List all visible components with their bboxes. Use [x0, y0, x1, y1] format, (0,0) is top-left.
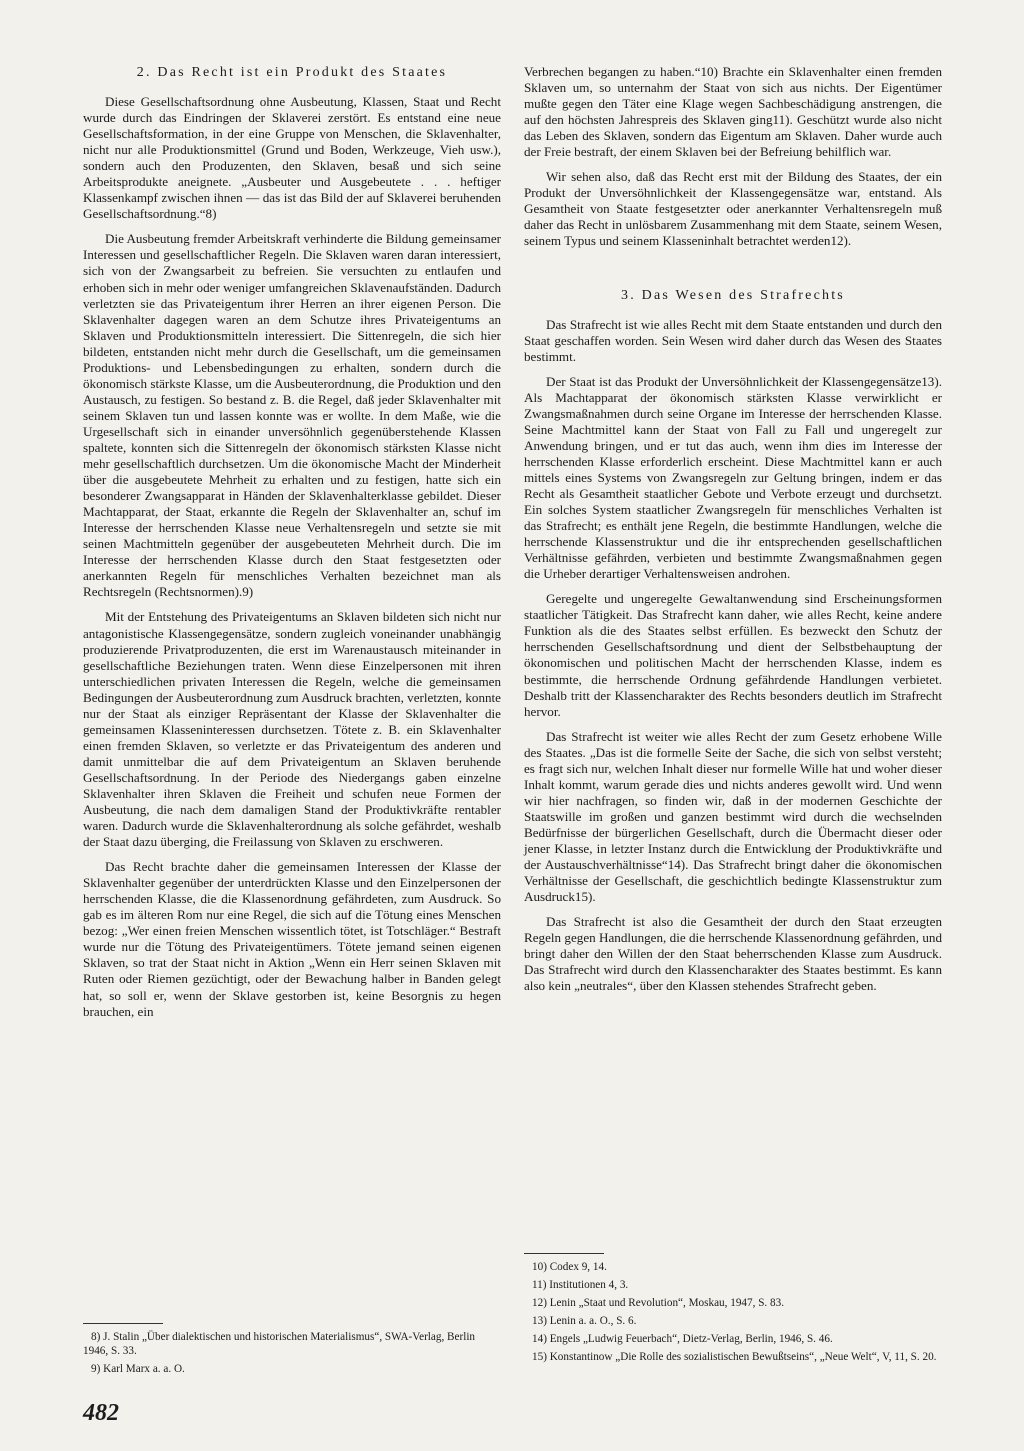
- footnote: 14) Engels „Ludwig Feuerbach“, Dietz-Verlag, Berlin, 1946, S. 46.: [532, 1333, 833, 1345]
- footnote-rule: [524, 1253, 604, 1254]
- page-number: 482: [83, 1400, 119, 1426]
- section-heading-3: 3. Das Wesen des Strafrechts: [621, 287, 845, 303]
- section-heading-2: 2. Das Recht ist ein Produkt des Staates: [136, 65, 448, 80]
- footnotes-left: [83, 1323, 501, 1380]
- paragraph: Das Strafrecht ist weiter wie alles Recht der zum Gesetz erhobene Wille des Staates. „Das ist die formelle Seite der Sache, die sich von selbst versteht; es fragt sich nur, welchen Inhalt dieser nur formelle Wille hat und woher dieser Inhalt kommt, warum gerade dies und nichts anderes gewollt wird. Und wenn wir hier nachfragen, so finden wir, daß in der modernen Geschichte der Staatswille im großen und ganzen bestimmt wird durch die wechselnden Bedürfnisse der bürgerlichen Gesellschaft, durch die Übermacht dieser oder jener Klasse, in letzter Instanz durch die Entwicklung der Produktivkräfte und der Austauschverhältnisse“14). Das Strafrecht bringt daher die ökonomischen Verhältnisse der Gesellschaft, die geschichtlich bedingte Klassenstruktur zum Ausdruck15).: [524, 728, 942, 905]
- paragraph: Diese Gesellschaftsordnung ohne Ausbeutung, Klassen, Staat und Recht wurde durch das Eindringen der Sklaverei zerstört. Es entstand eine neue Gesellschaftsformation, in der eine Gruppe von Menschen, die Sklavenhalter, nicht nur alle Produktionsmittel (Grund und Boden, Werkzeuge, Vieh usw.), sondern auch den Produzenten, den Sklaven, besaß und sich seine Arbeitsprodukte aneignete. „Ausbeuter und Ausgebeutete . . . heftiger Klassenkampf zwischen ihnen — das ist das Bild der auf Sklaverei beruhenden Gesellschaftsordnung.“8): [83, 94, 501, 222]
- footnotes-right: [524, 1253, 942, 1368]
- footnote: 11) Institutionen 4, 3.: [532, 1279, 629, 1291]
- paragraph: Das Strafrecht ist also die Gesamtheit der durch den Staat erzeugten Regeln gegen Handlungen, die die herrschende Klassenordnung gefährden, und bringt daher den Willen der den Staat beherrschenden Klasse zum Ausdruck. Das Strafrecht wird durch den Klassencharakter des Staates bestimmt. Es kann also kein „neutrales“, über den Klassen stehendes Strafrecht geben.: [524, 914, 942, 994]
- paragraph: Wir sehen also, daß das Recht erst mit der Bildung des Staates, der ein Produkt der Unversöhnlichkeit der Klassengegensätze war, entstand. Als Gesamtheit von Staate festgesetzter oder anerkannter Verhaltensregeln muß daher das Recht in unlösbarem Zusammenhang mit dem Staate, seinem Wesen, seinem Typus und seinem Klasseninhalt betrachtet werden12).: [524, 169, 942, 249]
- paragraph: Das Strafrecht ist wie alles Recht mit dem Staate entstanden und durch den Staat geschaffen worden. Sein Wesen wird daher durch das Wesen des Staates bestimmt.: [524, 316, 942, 364]
- footnote: 9) Karl Marx a. a. O.: [91, 1363, 185, 1375]
- footnote: 15) Konstantinow „Die Rolle des sozialistischen Bewußtseins“, „Neue Welt“, V, 11, S. 20.: [532, 1351, 937, 1363]
- left-column: [83, 64, 501, 1029]
- footnote-rule: [83, 1323, 163, 1324]
- paragraph: Verbrechen begangen zu haben.“10) Brachte ein Sklavenhalter einen fremden Sklaven um, so unternahm der Staat von sich aus nichts. Der Eigentümer mußte gegen den Täter eine Klage wegen Sachbeschädigung anstrengen, die auf den höchsten Jahrespreis des Sklaven ging11). Geschützt wurde also nicht das Leben des Sklaven, sondern das Eigentum am Sklaven. Daher wurde auch der Freie bestraft, der einem Sklaven bei der Befreiung behilflich war.: [524, 64, 942, 160]
- paragraph: Mit der Entstehung des Privateigentums an Sklaven bildeten sich nicht nur antagonistische Klassengegensätze, sondern zugleich voneinander unabhängig produzierende Privatproduzenten, die erst im Warenaustausch miteinander in gesellschaftliche Beziehungen traten. Wenn diese Einzelpersonen mit ihren unterschiedlichen privaten Interessen die Regeln, welche die gemeinsamen Bedingungen der Ausbeuterordnung zum Ausdruck brachten, verletzten, konnte nur der Staat als einziger Repräsentant der Klasse der Sklavenhalter die gemeinsamen Klasseninteressen durchsetzen. Tötete z. B. ein Sklavenhalter einen fremden Sklaven, so verletzte er das Privateigentum des anderen und damit unmittelbar die auf dem Privateigentum an Sklaven beruhende Gesellschaftsordnung. In der Periode des Niedergangs gaben einzelne Sklavenhalter ihren Sklaven die Freiheit und schufen neue Formen der Ausbeutung, die nach dem damaligen Stand der Produktivkräfte rentabler waren. Dadurch wurde die Sklavenhalterordnung als solche gefährdet, weshalb der Staat dazu überging, die Freilassung von Sklaven zu erschweren.: [83, 609, 501, 850]
- footnote: 10) Codex 9, 14.: [532, 1261, 607, 1273]
- paragraph: Der Staat ist das Produkt der Unversöhnlichkeit der Klassengegensätze13). Als Machtapparat der ökonomisch stärksten Klasse verwirklicht er Zwangsmaßnahmen durch seine Organe im Interesse der herrschenden Klasse. Seine Machtmittel kann der Staat von Fall zu Fall und ungeregelt zur Anwendung bringen, und er tut das auch, wenn ihm dies im Interesse der herrschenden Klasse erforderlich erscheint. Diese Machtmittel kann er auch mittels eines Systems von Zwangsregeln zur Geltung bringen, indem er das Recht als Gesamtheit staatlicher Gebote und Verbote erzeugt und durchsetzt. Ein solches System staatlicher Zwangsregeln für menschliches Verhalten ist das Strafrecht; es enthält jene Regeln, die bestimmte Handlungen, welche die herrschende Klassenstruktur und die ihr entsprechenden gesellschaftlichen Verhältnisse gefährden, verbieten und bestimmte Zwangsmaßnahmen gegen die Urheber derartiger Verhaltensweisen androhen.: [524, 373, 942, 582]
- paragraph: Das Recht brachte daher die gemeinsamen Interessen der Klasse der Sklavenhalter gegenüber der unterdrückten Klasse und den Einzelpersonen der herrschenden Klasse, die die Klassenordnung gefährdeten, zum Ausdruck. So gab es im älteren Rom nur eine Regel, die sich auf die Tötung eines Menschen bezog: „Wer einen freien Menschen wissentlich tötet, ist Totschläger.“ Bestraft wurde nur die Tötung des Privateigentümers. Tötete jemand seinen eigenen Sklaven, so trat der Staat nicht in Aktion „Wenn ein Herr seinen Sklaven mit Ruten oder Riemen gezüchtigt, oder der Bewachung halber in Banden gelegt hat, so soll er, wenn der Sklave gestorben ist, keine Besorgnis zu hegen brauchen, ein: [83, 859, 501, 1019]
- right-column: [524, 64, 942, 1003]
- footnote: 8) J. Stalin „Über dialektischen und historischen Materialismus“, SWA-Verlag, Berlin 1946, S. 33.: [83, 1331, 476, 1357]
- footnote: 12) Lenin „Staat und Revolution“, Moskau, 1947, S. 83.: [532, 1297, 785, 1309]
- section-gap: [524, 259, 942, 275]
- paragraph: Die Ausbeutung fremder Arbeitskraft verhinderte die Bildung gemeinsamer Interessen und gesellschaftlicher Regeln. Die Sklaven waren daran interessiert, sich von der Zwangsarbeit zu befreien. Sie versuchten zu entlaufen und erhoben sich in mehr oder weniger umfangreichen Sklavenaufständen. Dadurch verletzten sie das Privateigentum ihrer Herren an ihrer eigenen Person. Die Sklavenhalter dagegen waren an dem Schutze ihres Privateigentums an Sklaven und Produktionsmitteln interessiert. Die Sittenregeln, die sich hier bildeten, entstanden nicht mehr durch die Gesellschaft, um die gemeinsamen Produktions- und Lebensbedingungen zu erhalten, sondern durch die ökonomisch stärkste Klasse, um die Ausbeuterordnung, die Produktion und den Austausch, zu festigen. So bestand z. B. die Regel, daß jeder Sklavenhalter mit seinem Sklaven tun und lassen konnte was er wollte. In dem Maße, wie die Urgesellschaft sich in einander unversöhnlich gegenüberstehende Klassen spaltete, konnten sich die Sittenregeln der ökonomisch stärksten Klasse nicht mehr gesellschaftlich durchsetzen. Um die ökonomische Macht der Minderheit über die ausgebeutete Mehrheit zu erhalten und zu festigen, hatte sich ein besonderer Zwangsapparat in Händen der Sklavenhalterklasse gebildet. Dieser Machtapparat, der Staat, erkannte die Regeln der Sklavenhalter an, schuf im Interesse der herrschenden Klasse neue Verhaltensregeln und setzte sie mit seinen Machtmitteln gegenüber der ausgebeuteten Mehrheit durch. Die im Interesse der herrschenden Klasse durch den Staat festgesetzten oder anerkannten Regeln für menschliches Verhalten bezeichnet man als Rechtsregeln (Rechtsnormen).9): [83, 231, 501, 600]
- footnote: 13) Lenin a. a. O., S. 6.: [532, 1315, 637, 1327]
- paragraph: Geregelte und ungeregelte Gewaltanwendung sind Erscheinungsformen staatlicher Tätigkeit. Das Strafrecht kann daher, wie alles Recht, keine andere Funktion als die des Staates selbst erfüllen. Es bezweckt den Schutz der herrschenden Gesellschaftsordnung und dient der Selbstbehauptung der ökonomischen und politischen Macht der herrschenden Klasse, indem es bestimmte, die herrschende Ordnung gefährdende Handlungen verbietet. Deshalb tritt der Klassencharakter des Rechts besonders deutlich im Strafrecht hervor.: [524, 591, 942, 719]
